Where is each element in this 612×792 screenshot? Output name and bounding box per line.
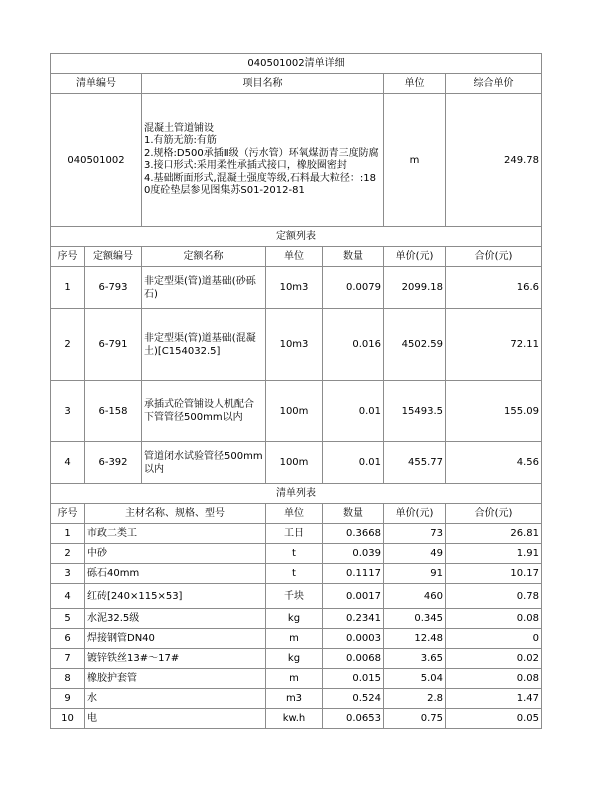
material-header-qty: 数量 [323,504,384,524]
material-seq: 9 [51,689,85,709]
bill-header-unit-price: 综合单价 [446,74,542,94]
quota-header-code: 定额编号 [85,247,142,267]
material-header-seq: 序号 [51,504,85,524]
quota-row [51,267,542,309]
material-name: 橡胶护套管 [85,669,266,689]
material-qty: 0.039 [323,544,384,564]
material-qty: 0.0653 [323,709,384,729]
material-price: 460 [384,584,446,609]
material-total: 0.05 [446,709,542,729]
material-qty: 0.3668 [323,524,384,544]
material-total: 26.81 [446,524,542,544]
material-seq: 2 [51,544,85,564]
quota-code: 6-158 [85,381,142,442]
material-price: 12.48 [384,629,446,649]
quota-unit: 100m [266,381,323,442]
material-unit: m [266,629,323,649]
material-unit: kg [266,609,323,629]
quota-header-qty: 数量 [323,247,384,267]
material-row [51,649,542,669]
bill-desc-line: 混凝土管道铺设 [144,122,214,134]
material-name: 镀锌铁丝13#～17# [85,649,266,669]
material-total: 0 [446,629,542,649]
quota-price: 15493.5 [384,381,446,442]
material-row [51,629,542,649]
material-name: 中砂 [85,544,266,564]
quota-header-seq: 序号 [51,247,85,267]
material-seq: 4 [51,584,85,609]
material-row [51,584,542,609]
bill-header-code: 清单编号 [51,74,142,94]
material-qty: 0.0017 [323,584,384,609]
material-unit: t [266,564,323,584]
material-price: 73 [384,524,446,544]
material-total: 1.47 [446,689,542,709]
material-row [51,669,542,689]
quota-row [51,442,542,484]
quota-seq: 3 [51,381,85,442]
material-total: 0.02 [446,649,542,669]
material-qty: 0.015 [323,669,384,689]
quota-qty: 0.016 [323,309,384,381]
quota-name: 非定型渠(管)道基础(混凝土)[C154032.5] [142,309,266,381]
material-price: 3.65 [384,649,446,669]
material-seq: 3 [51,564,85,584]
quota-code: 6-791 [85,309,142,381]
material-seq: 10 [51,709,85,729]
material-row [51,709,542,729]
material-qty: 0.524 [323,689,384,709]
material-total: 0.78 [446,584,542,609]
quota-qty: 0.0079 [323,267,384,309]
quota-unit: 100m [266,442,323,484]
quota-seq: 4 [51,442,85,484]
quota-total: 16.6 [446,267,542,309]
material-row [51,524,542,544]
bill-unit: m [384,94,446,227]
quota-section-title: 定额列表 [51,227,542,247]
quota-header-unit: 单位 [266,247,323,267]
material-price: 5.04 [384,669,446,689]
bill-description [142,94,384,227]
quota-header-price: 单价(元) [384,247,446,267]
material-price: 91 [384,564,446,584]
quota-total: 72.11 [446,309,542,381]
quota-row [51,309,542,381]
material-seq: 7 [51,649,85,669]
material-total: 0.08 [446,609,542,629]
material-seq: 8 [51,669,85,689]
quota-price: 2099.18 [384,267,446,309]
bill-desc-line: 4.基础断面形式,混凝土强度等级,石料最大粒径：:180度砼垫层参见图集苏S01-2012-81 [144,172,376,196]
bill-desc-line: 3.接口形式:采用柔性承插式接口，橡胶圈密封 [144,160,347,171]
material-total: 10.17 [446,564,542,584]
material-unit: 千块 [266,584,323,609]
material-row [51,609,542,629]
bill-unit-price: 249.78 [446,94,542,227]
quota-unit: 10m3 [266,267,323,309]
material-name: 焊接钢管DN40 [85,629,266,649]
material-seq: 1 [51,524,85,544]
material-header-total: 合价(元) [446,504,542,524]
material-qty: 0.0003 [323,629,384,649]
material-header-price: 单价(元) [384,504,446,524]
quota-seq: 2 [51,309,85,381]
material-unit: m3 [266,689,323,709]
quota-name: 管道闭水试验管径500mm以内 [142,442,266,484]
quota-row [51,381,542,442]
quota-qty: 0.01 [323,442,384,484]
material-qty: 0.0068 [323,649,384,669]
material-row [51,544,542,564]
bill-header-name: 项目名称 [142,74,384,94]
material-name: 砾石40mm [85,564,266,584]
table-title: 040501002清单详细 [51,54,542,74]
material-row [51,564,542,584]
quota-name: 承插式砼管铺设人机配合下管管径500mm以内 [142,381,266,442]
quota-price: 4502.59 [384,309,446,381]
material-qty: 0.2341 [323,609,384,629]
quota-code: 6-392 [85,442,142,484]
quota-header-name: 定额名称 [142,247,266,267]
bill-desc-line: 2.规格:D500承插Ⅱ级（污水管）环氧煤沥青三度防腐 [144,147,379,159]
quota-header-total: 合价(元) [446,247,542,267]
quota-code: 6-793 [85,267,142,309]
material-name: 水泥32.5级 [85,609,266,629]
material-unit: kw.h [266,709,323,729]
bill-code: 040501002 [51,94,142,227]
quota-total: 155.09 [446,381,542,442]
material-name: 红砖[240×115×53] [85,584,266,609]
material-name: 水 [85,689,266,709]
quota-total: 4.56 [446,442,542,484]
material-unit: 工日 [266,524,323,544]
material-unit: m [266,669,323,689]
bill-header-unit: 单位 [384,74,446,94]
bill-desc-line: 1.有筋无筋:有筋 [144,135,217,146]
material-price: 0.345 [384,609,446,629]
material-unit: kg [266,649,323,669]
material-name: 市政二类工 [85,524,266,544]
material-unit: t [266,544,323,564]
material-header-name: 主材名称、规格、型号 [85,504,266,524]
quota-seq: 1 [51,267,85,309]
quota-unit: 10m3 [266,309,323,381]
material-price: 2.8 [384,689,446,709]
material-name: 电 [85,709,266,729]
material-section-title: 清单列表 [51,484,542,504]
material-total: 1.91 [446,544,542,564]
material-total: 0.08 [446,669,542,689]
material-price: 0.75 [384,709,446,729]
material-seq: 5 [51,609,85,629]
material-row [51,689,542,709]
quota-price: 455.77 [384,442,446,484]
material-price: 49 [384,544,446,564]
bill-detail-table [50,53,542,729]
material-header-unit: 单位 [266,504,323,524]
quota-qty: 0.01 [323,381,384,442]
quota-name: 非定型渠(管)道基础(砂砾石) [142,267,266,309]
material-qty: 0.1117 [323,564,384,584]
material-seq: 6 [51,629,85,649]
